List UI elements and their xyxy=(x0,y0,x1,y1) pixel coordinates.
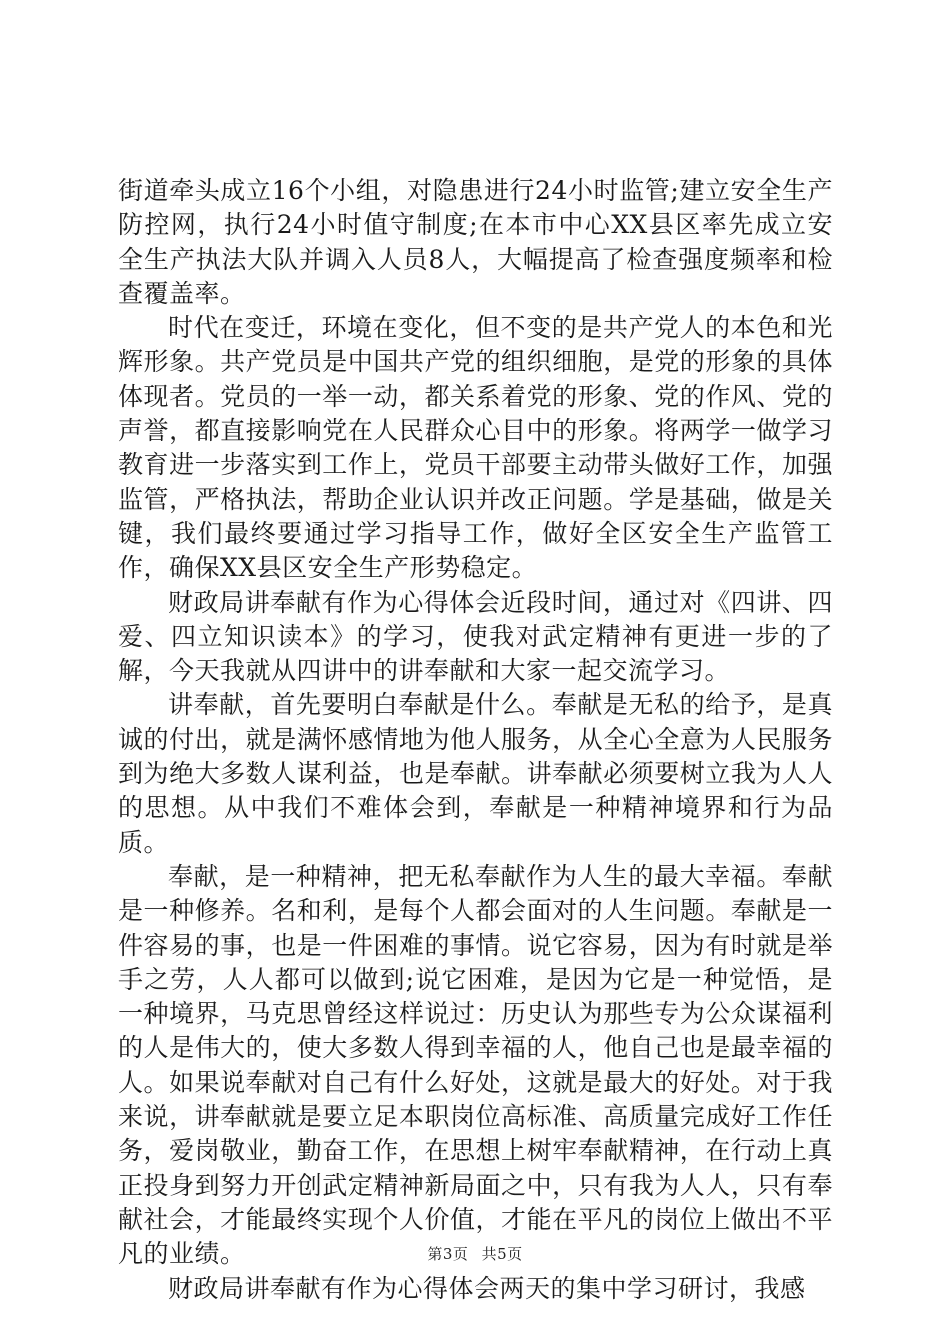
paragraph-next-section: 财政局讲奉献有作为心得体会两天的集中学习研讨，我感 xyxy=(168,1273,806,1303)
paragraph-what-is-dedication: 讲奉献，首先要明白奉献是什么。奉献是无私的给予，是真诚的付出，就是满怀感情地为他人服务，从全心全意为人民服务到为绝大多数人谋利益，也是奉献。讲奉献必须要树立我为人人的思想。从中我们不难体会到，奉献是一种精神境界和行为品质。 xyxy=(118,690,833,857)
page-total: 共5页 xyxy=(481,1245,523,1263)
paragraph-party-image: 时代在变迁，环境在变化，但不变的是共产党人的本色和光辉形象。共产党员是中国共产党的组织细胞，是党的形象的具体体现者。党员的一举一动，都关系着党的形象、党的作风、党的声誉，都直接影响党在人民群众心目中的形象。将两学一做学习教育进一步落实到工作上，党员干部要主动带头做好工作，加强监管，严格执法，帮助企业认识并改正问题。学是基础，做是关键，我们最终要通过学习指导工作，做好全区安全生产监管工作，确保XX县区安全生产形势稳定。 xyxy=(118,313,833,583)
page-number: 第3页 xyxy=(427,1245,469,1263)
page-footer xyxy=(0,1244,950,1264)
document-body xyxy=(118,174,833,1306)
paragraph-study-intro: 财政局讲奉献有作为心得体会近段时间，通过对《四讲、四爱、四立知识读本》的学习，使我对武定精神有更进一步的了解，今天我就从四讲中的讲奉献和大家一起交流学习。 xyxy=(118,587,833,686)
paragraph-continuation: 街道牵头成立16个小组，对隐患进行24小时监管;建立安全生产防控网，执行24小时值守制度;在本市中心XX县区率先成立安全生产执法大队并调入人员8人，大幅提高了检查强度频率和检查覆盖率。 xyxy=(118,176,833,308)
paragraph-dedication-spirit: 奉献，是一种精神，把无私奉献作为人生的最大幸福。奉献是一种修养。名和利，是每个人都会面对的人生问题。奉献是一件容易的事，也是一件困难的事情。说它容易，因为有时就是举手之劳，人人都可以做到;说它困难，是因为它是一种觉悟，是一种境界，马克思曾经这样说过：历史认为那些专为公众谋福利的人是伟大的，使大多数人得到幸福的人，他自己也是最幸福的人。如果说奉献对自己有什么好处，这就是最大的好处。对于我来说，讲奉献就是要立足本职岗位高标准、高质量完成好工作任务，爱岗敬业，勤奋工作，在思想上树牢奉献精神，在行动上真正投身到努力开创武定精神新局面之中，只有我为人人，只有奉献社会，才能最终实现个人价值，才能在平凡的岗位上做出不平凡的业绩。 xyxy=(118,861,833,1269)
